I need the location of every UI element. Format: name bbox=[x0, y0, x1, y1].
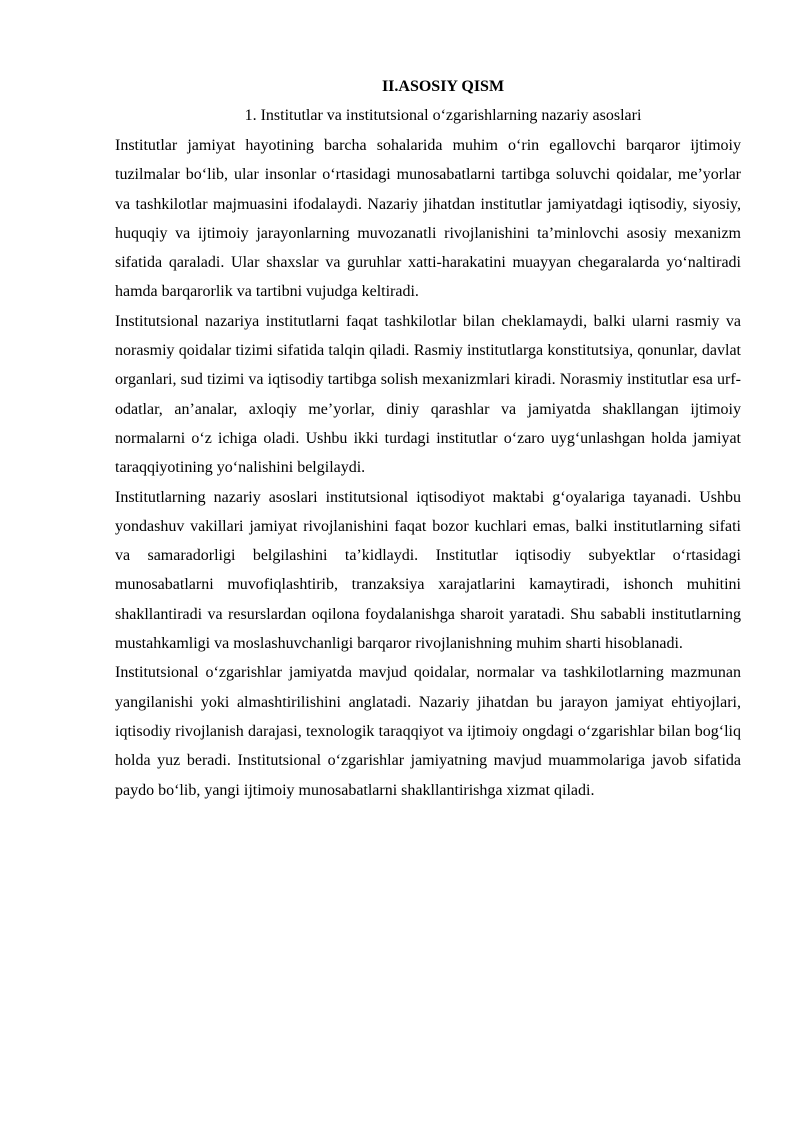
paragraph-2: Institutsional nazariya institutlarni faqat tashkilotlar bilan cheklamaydi, balki ularni rasmiy va norasmiy qoidalar tizimi sifatida talqin qiladi. Rasmiy institutlarga konstitutsiya, qonunlar, davlat organlari, sud tizimi va iqtisodiy tartibga solish mexanizmlari kiradi. Norasmiy institutlar esa urf-odatlar, an’analar, axloqiy me’yorlar, diniy qarashlar va jamiyatda shakllangan ijtimoiy normalarni o‘z ichiga oladi. Ushbu ikki turdagi institutlar o‘zaro uyg‘unlashgan holda jamiyat taraqqiyotining yo‘nalishini belgilaydi. bbox=[115, 312, 741, 477]
subsection-heading: 1. Institutlar va institutsional o‘zgarishlarning nazariy asoslari bbox=[244, 107, 642, 124]
paragraph-3: Institutlarning nazariy asoslari institutsional iqtisodiyot maktabi g‘oyalariga tayanadi. Ushbu yondashuv vakillari jamiyat rivojlanishini faqat bozor kuchlari emas, balki institutlarning sifati va samaradorligi belgilashini ta’kidlaydi. Institutlar iqtisodiy subyektlar o‘rtasidagi munosabatlarni muvofiqlashtirib, tranzaksiya xarajatlarini kamaytiradi, ishonch muhitini shakllantiradi va resurslardan oqilona foydalanishga sharoit yaratadi. Shu sababli institutlarning mustahkamligi va moslashuvchanligi barqaror rivojlanishning muhim sharti hisoblanadi. bbox=[115, 488, 741, 653]
paragraph-1: Institutlar jamiyat hayotining barcha sohalarida muhim o‘rin egallovchi barqaror ijtimoiy tuzilmalar bo‘lib, ular insonlar o‘rtasidagi munosabatlarni tartibga soluvchi qoidalar, meʼyorlar va tashkilotlar majmuasini ifodalaydi. Nazariy jihatdan institutlar jamiyatdagi iqtisodiy, siyosiy, huquqiy va ijtimoiy jarayonlarning muvozanatli rivojlanishini ta’minlovchi asosiy mexanizm sifatida qaraladi. Ular shaxslar va guruhlar xatti-harakatini muayyan chegaralarda yo‘naltiradi hamda barqarorlik va tartibni vujudga keltiradi. bbox=[115, 137, 741, 301]
paragraph-4: Institutsional o‘zgarishlar jamiyatda mavjud qoidalar, normalar va tashkilotlarning mazmunan yangilanishi yoki almashtirilishini anglatadi. Nazariy jihatdan bu jarayon jamiyat ehtiyojlari, iqtisodiy rivojlanish darajasi, texnologik taraqqiyot va ijtimoiy ongdagi o‘zgarishlar bilan bog‘liq holda yuz beradi. Institutsional o‘zgarishlar jamiyatning mavjud muammolariga javob sifatida paydo bo‘lib, yangi ijtimoiy munosabatlarni shakllantirishga xizmat qiladi. bbox=[115, 664, 741, 799]
document-page bbox=[115, 73, 741, 805]
section-heading: II.ASOSIY QISM bbox=[381, 78, 505, 95]
